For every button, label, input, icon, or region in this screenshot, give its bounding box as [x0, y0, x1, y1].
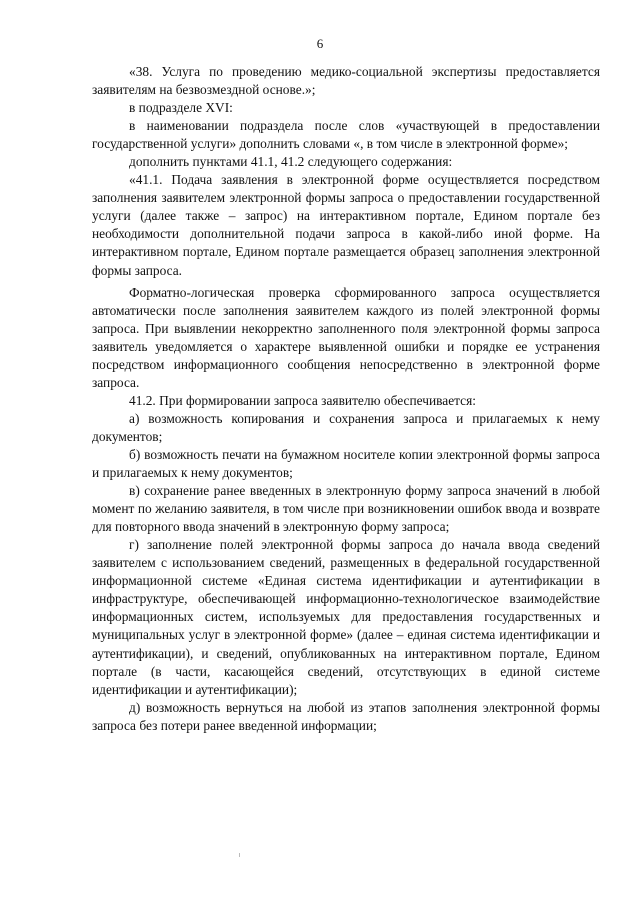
paragraph-41-1: «41.1. Подача заявления в электронной форме осуществляется посредством заполнения заявителем электронной формы запроса о предоставлении государственной услуги (далее также – запрос) на интерактивном портале, Едином портале без необходимости дополнительной подачи запроса в какой-либо иной форме. На интерактивном портале, Едином портале размещается образец заполнения электронной формы запроса. [92, 172, 600, 278]
paragraph-item-a: а) возможность копирования и сохранения запроса и прилагаемых к нему документов; [92, 410, 600, 444]
paragraph-item-d: д) возможность вернуться на любой из этапов заполнения электронной формы запроса без потери ранее введенной информации; [92, 699, 600, 733]
document-body [92, 63, 600, 735]
paragraph-format-check: Форматно-логическая проверка сформированного запроса осуществляется автоматически после заполнения заявителем каждого из полей электронной формы запроса. При выявлении некорректно заполненного поля электронной формы запроса заявитель уведомляется о характере выявленной ошибки и порядке ее устранения посредством информационного сообщения непосредственно в электронной форме запроса. [92, 284, 600, 390]
paragraph-subsection-xvi: в подразделе XVI: [129, 100, 233, 116]
paragraph-add-clauses: дополнить пунктами 41.1, 41.2 следующего содержания: [129, 154, 453, 170]
page-number: 6 [316, 36, 324, 51]
paragraph-41-2: 41.2. При формировании запроса заявителю обеспечивается: [129, 392, 476, 408]
paragraph-item-v: в) сохранение ранее введенных в электронную форму запроса значений в любой момент по желанию заявителя, в том числе при возникновении ошибок ввода и возврате для повторного ввода значений в электронную форму запроса; [92, 483, 600, 535]
scan-artifact [239, 853, 240, 857]
paragraph-title-amendment: в наименовании подраздела после слов «участвующей в предоставлении государственной услуги» дополнить словами «, в том числе в электронной форме»; [92, 118, 600, 152]
paragraph-38: «38. Услуга по проведению медико-социальной экспертизы предоставляется заявителям на безвозмездной основе.»; [92, 64, 600, 98]
paragraph-item-b: б) возможность печати на бумажном носителе копии электронной формы запроса и прилагаемых к нему документов; [92, 446, 600, 481]
paragraph-item-g: г) заполнение полей электронной формы запроса до начала ввода сведений заявителем с использованием сведений, размещенных в федеральной государственной информационной системе «Единая система идентификации и аутентификации в инфраструктуре, обеспечивающей информационно-технологическое взаимодействие информационных систем, используемых для предоставления государственных и муниципальных услуг в электронной форме» (далее – единая система идентификации и аутентификации), и сведений, опубликованных на интерактивном портале, Едином портале (в части, касающейся сведений, отсутствующих в единой системе идентификации и аутентификации); [92, 537, 600, 697]
